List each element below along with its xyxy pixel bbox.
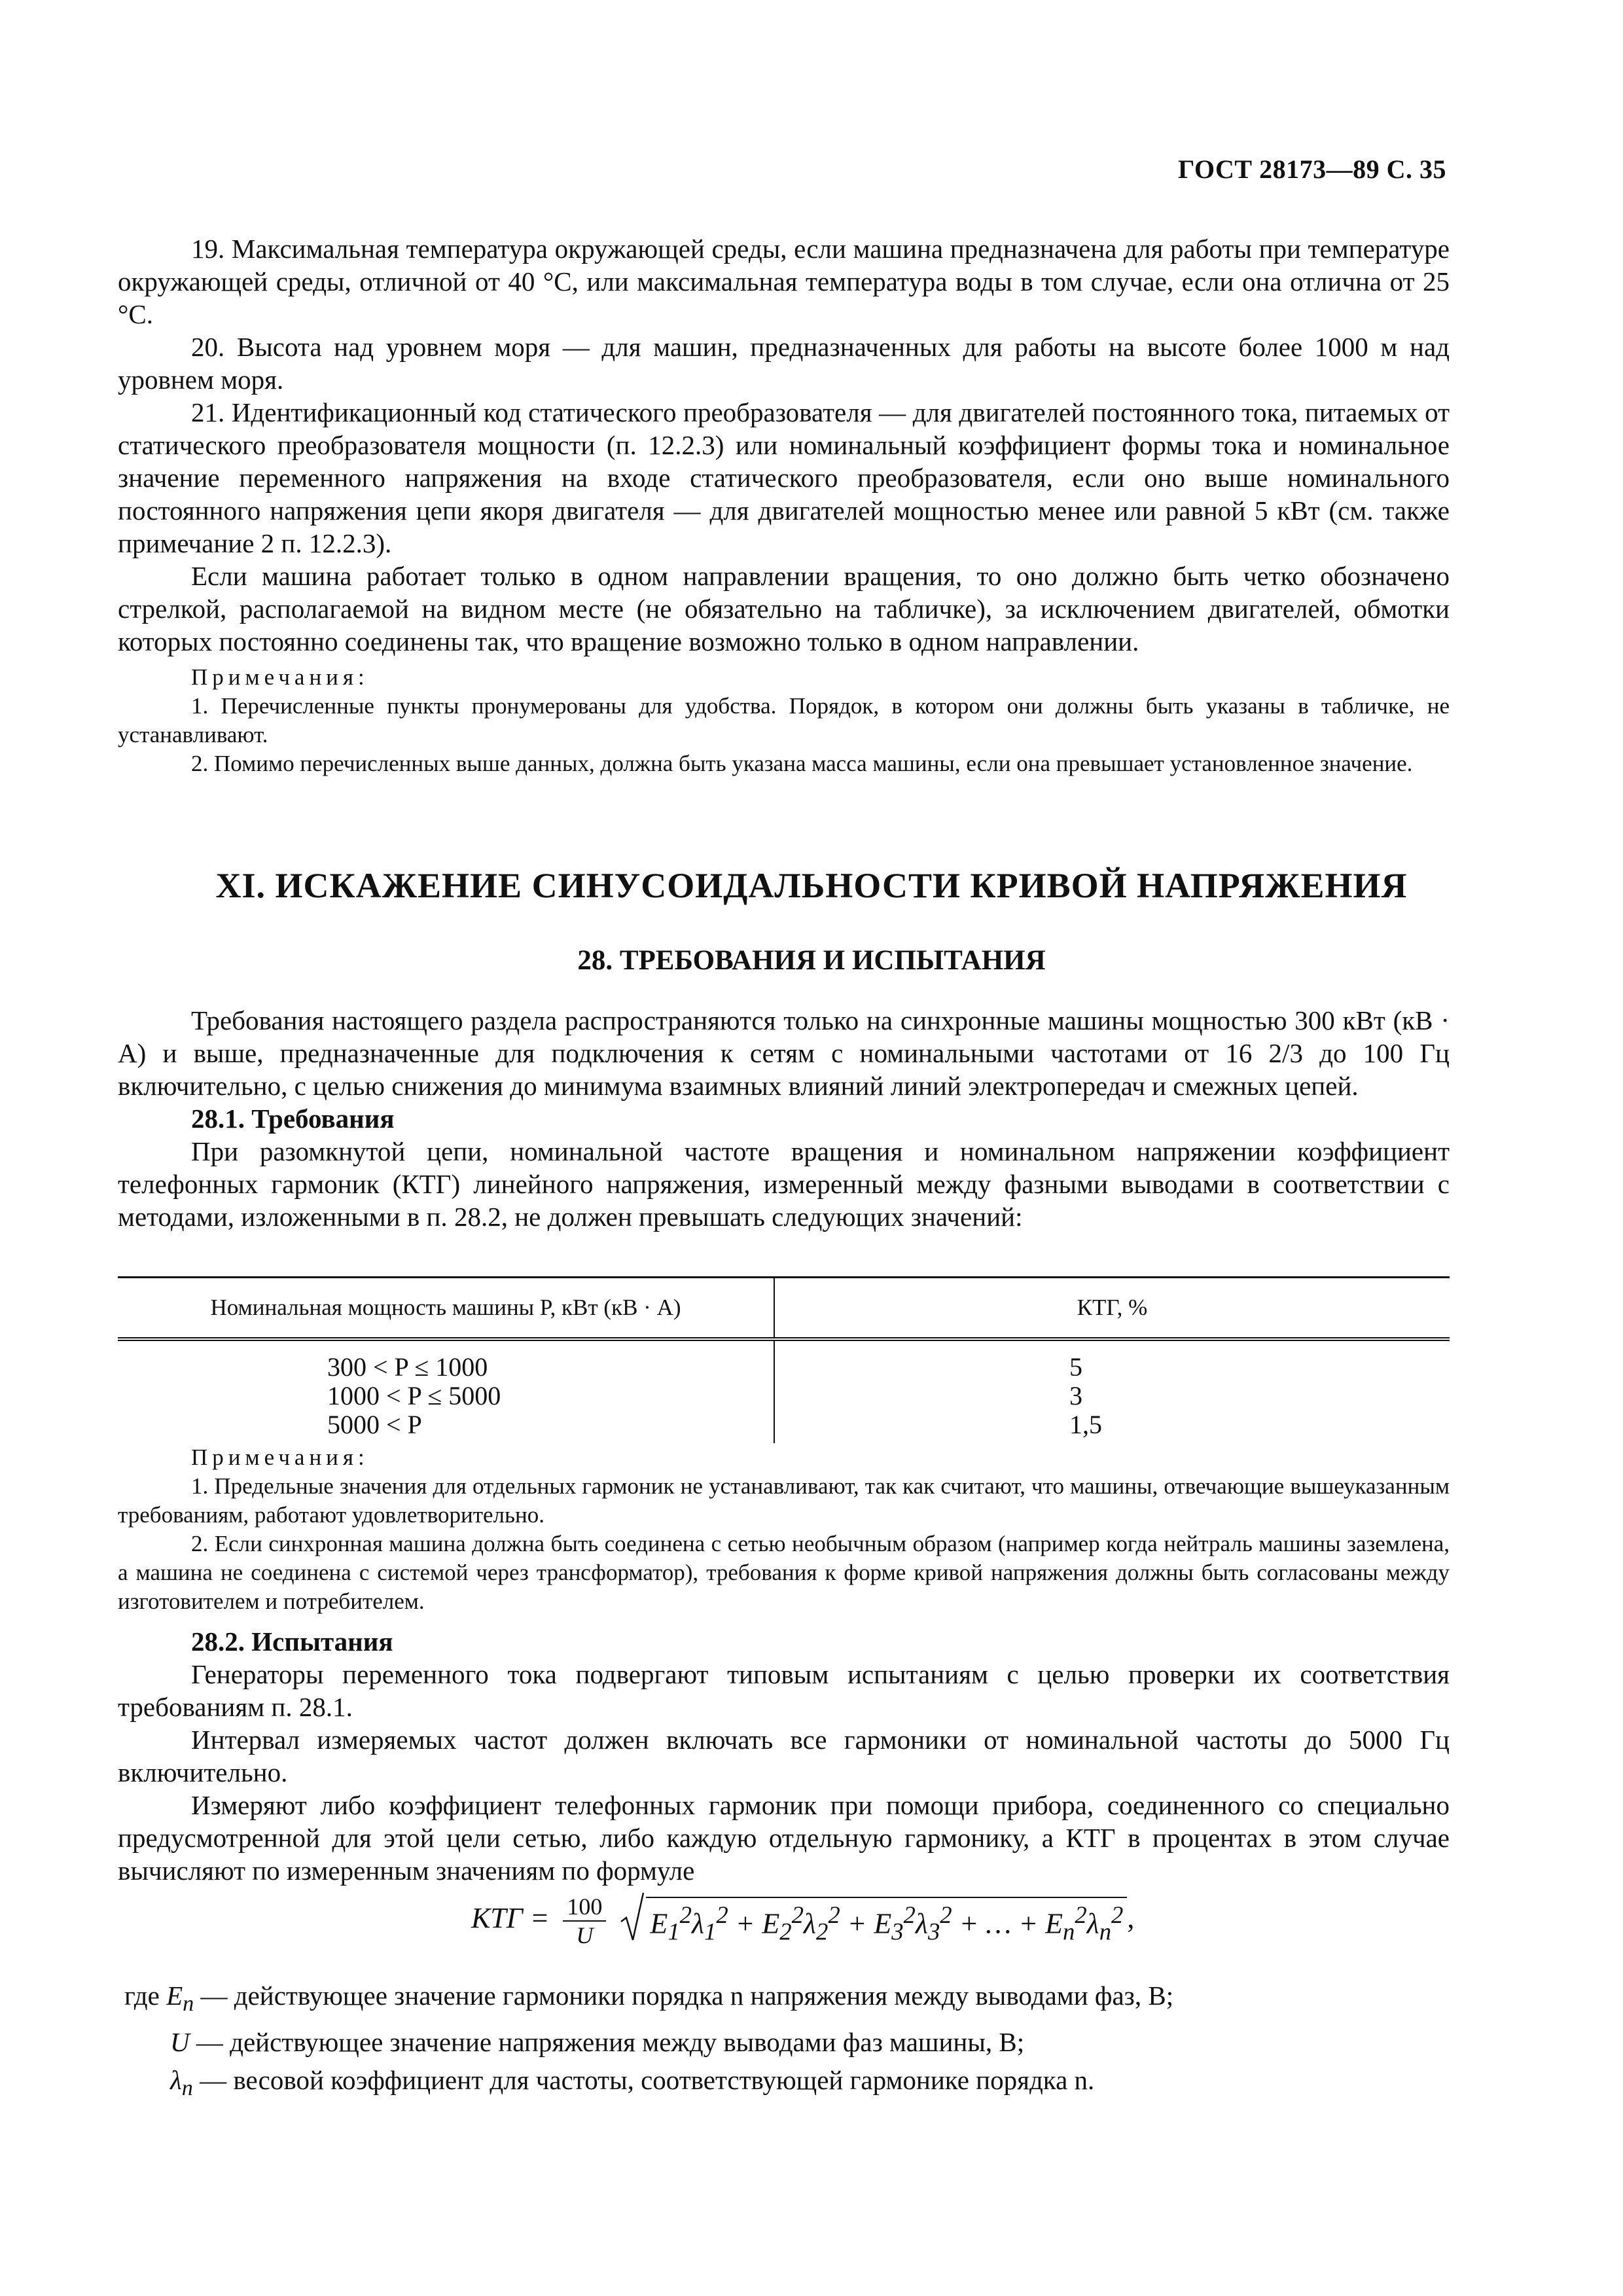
paragraph-21: 21. Идентификационный код статического преобразователя — для двигателей постоянного тока, питаемых от статического преобразователя мощности (п. 12.2.3) или номинальный коэффициент формы тока и номинальное значение переменного напряжения на входе статического преобразователя, если оно выше номинального постоянного напряжения цепи якоря двигателя — для двигателей мощностью менее или равной 5 кВт (см. также примечание 2 п. 12.2.3). (118, 397, 1450, 558)
paragraph-rotation: Если машина работает только в одном направлении вращения, то оно должно быть четко обозначено стрелкой, располагаемой на видном месте (не обязательно на табличке), за исключением двигателей, обмотки которых постоянно соединены так, что вращение возможно только в одном направлении. (118, 561, 1450, 656)
formula-numerator: 100 (563, 1893, 606, 1922)
requirements-intro: Требования настоящего раздела распространяются только на синхронные машины мощностью 300 кВт (кВ · А) и выше, предназначенные для подключения к сетям с номинальными частотами от 16 2/3 до 100 Гц включительно, с целью снижения до минимума взаимных влияний линий электропередач и смежных цепей. (118, 1005, 1450, 1101)
table-header-power: Номинальная мощность машины P, кВт (кВ · А) (118, 1278, 774, 1340)
formula-denominator: U (576, 1922, 594, 1948)
legend-en: где $E_n$ — действующее значение гармоники порядка n напряжения между выводами фаз, В; (124, 1981, 1174, 2017)
requirements-block (118, 1004, 1450, 1233)
section-title: XI. ИСКАЖЕНИЕ СИНУСОИДАЛЬНОСТИ КРИВОЙ НАПРЯЖЕНИЯ (215, 866, 1408, 905)
formula-root (620, 1897, 1127, 1945)
notes-heading: Примечания: (191, 1444, 369, 1470)
formula-radicand: $E_1^2\lambda_1^2 + E_2^2\lambda_2^2 + E_3^2\lambda_3^2$ + … + $E_n^2\lambda_n^2$ (646, 1897, 1127, 1945)
paragraph-19: 19. Максимальная температура окружающей среды, если машина предназначена для работы при температуре окружающей среды, отличной от 40 °С, или максимальная температура воды в том случае, если она отлична от 25 °С. (118, 234, 1450, 329)
page-header: ГОСТ 28173—89 С. 35 (1177, 154, 1446, 184)
note-item: 1. Перечисленные пункты пронумерованы для удобства. Порядок, в котором они должны быть указаны в табличке, не устанавливают. (118, 693, 1450, 747)
formula-legend (124, 1977, 1433, 2108)
intro-block (118, 232, 1450, 778)
heading-28-1: 28.1. Требования (191, 1103, 395, 1134)
requirements-28-1: При разомкнутой цепи, номинальной частоте вращения и номинальном напряжении коэффициент телефонных гармоник (КТГ) линейного напряжения, измеренный между фазными выводами в соответствии с методами, изложенными в п. 28.2, не должен превышать следующих значений: (118, 1136, 1450, 1232)
ktg-value: 5 (1069, 1352, 1082, 1382)
legend-lambda-text: — весовой коэффициент для частоты, соответствующей гармонике порядка n. (192, 2065, 1095, 2096)
ktg-table (118, 1276, 1450, 1443)
power-range: 5000 < P (327, 1410, 422, 1439)
test-paragraph: Генераторы переменного тока подвергают типовым испытаниям с целью проверки их соответствия требованиям п. 28.1. (118, 1659, 1450, 1722)
test-paragraph: Интервал измеряемых частот должен включать все гармоники от номинальной частоты до 5000 Гц включительно. (118, 1725, 1450, 1787)
ktg-formula: КТГ = $\frac{100}{U}$ $E_1^2\lambda_1^2 + E_2^2\lambda_2^2 + E_3^2\lambda_3^2$ + … + $E_n^2\lambda_n^2$ , (471, 1893, 1134, 1949)
notes-heading: Примечания: (191, 664, 369, 690)
legend-u: U — действующее значение напряжения между выводами фаз машины, В; (170, 2027, 1025, 2058)
notes2-block (118, 1443, 1450, 1887)
subsection-title: 28. ТРЕБОВАНИЯ И ИСПЫТАНИЯ (577, 945, 1046, 976)
radical-sign (620, 1892, 645, 1943)
legend-u-text: — действующее значение напряжения между выводами фаз машины, В; (189, 2027, 1025, 2058)
power-range: 1000 < P ≤ 5000 (327, 1381, 501, 1410)
ktg-value-cell (774, 1339, 1450, 1443)
legend-en-text: — действующее значение гармоники порядка n напряжения между выводами фаз, В; (194, 1981, 1174, 2011)
power-range-cell (118, 1339, 774, 1443)
heading-28-2: 28.2. Испытания (191, 1626, 393, 1657)
table-row (118, 1339, 1450, 1443)
note-item: 2. Помимо перечисленных выше данных, должна быть указана масса машины, если она превышает установленное значение. (191, 751, 1413, 776)
ktg-value: 3 (1069, 1381, 1082, 1410)
paragraph-20: 20. Высота над уровнем моря — для машин, предназначенных для работы на высоте более 1000 м над уровнем моря. (118, 332, 1450, 395)
note-item: 2. Если синхронная машина должна быть соединена с сетью необычным образом (например когда нейтраль машины заземлена, а машина не соединена с системой через трансформатор), требования к форме кривой напряжения должны быть согласованы между изготовителем и потребителем. (118, 1531, 1450, 1614)
note-item: 1. Предельные значения для отдельных гармоник не устанавливают, так как считают, что машины, отвечающие вышеуказанным требованиям, работают удовлетворительно. (118, 1473, 1450, 1528)
formula-lhs: КТГ (471, 1902, 523, 1935)
test-paragraph: Измеряют либо коэффициент телефонных гармоник при помощи прибора, соединенного со специально предусмотренной для этой цели сетью, либо каждую отдельную гармонику, а КТГ в процентах в этом случае вычисляют по измеренным значениям по формуле (118, 1790, 1450, 1886)
table-header-ktg: КТГ, % (774, 1278, 1450, 1340)
legend-lambda: $\lambda_n$ — весовой коэффициент для частоты, соответствующей гармонике порядка n. (170, 2065, 1095, 2101)
ktg-value: 1,5 (1069, 1410, 1102, 1439)
power-range: 300 < P ≤ 1000 (327, 1352, 488, 1382)
formula-fraction (563, 1893, 606, 1949)
